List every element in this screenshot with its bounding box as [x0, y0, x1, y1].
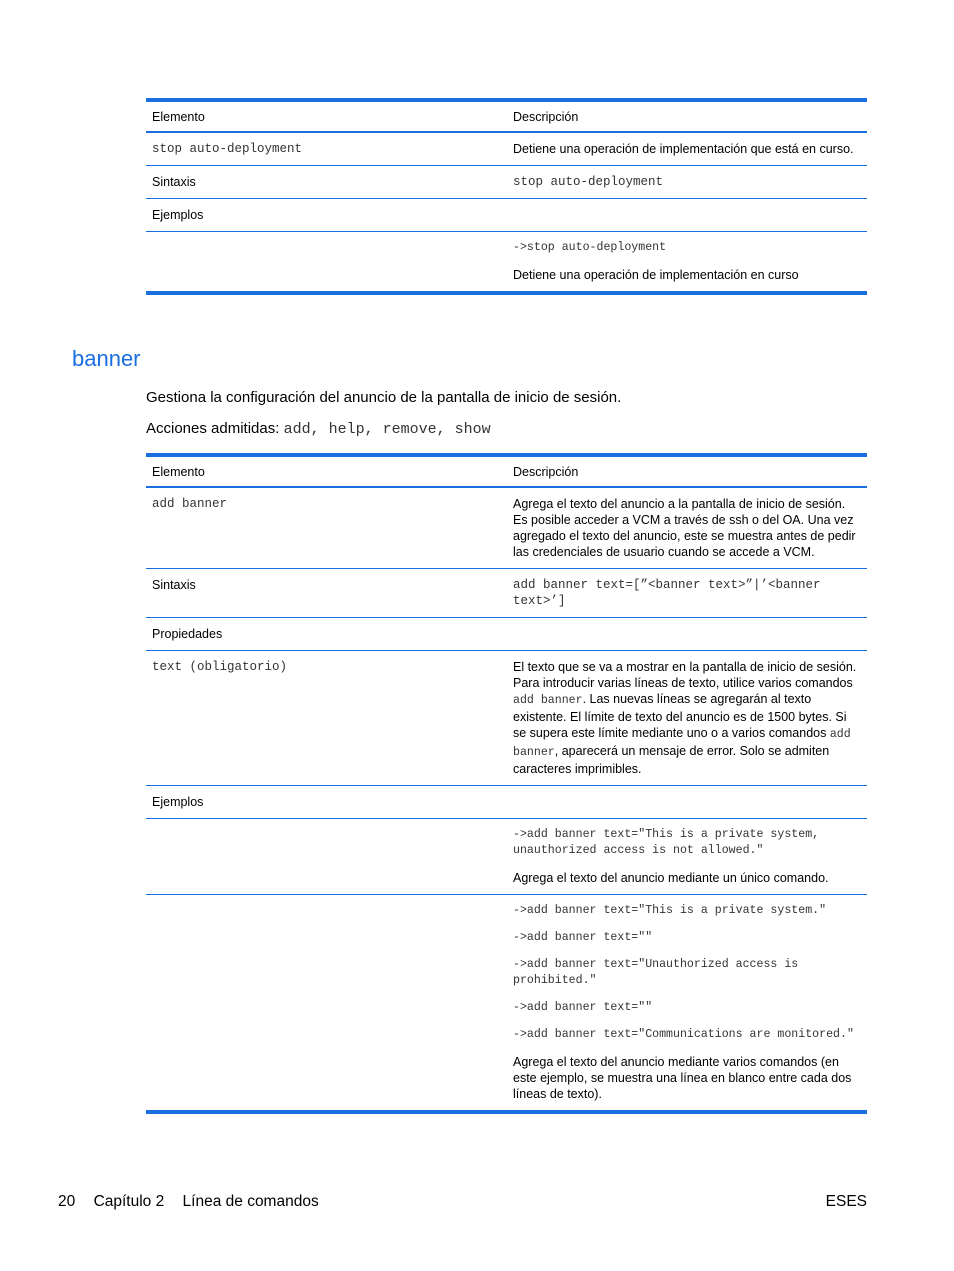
- example-code: ->add banner text="": [513, 1001, 653, 1014]
- property-desc-part-3: , aparecerá un mensaje de error. Solo se admiten caracteres imprimibles.: [513, 744, 830, 776]
- empty-cell: [146, 819, 507, 895]
- chapter-number: Capítulo 2: [93, 1193, 165, 1210]
- section-title: banner: [72, 346, 141, 371]
- page-footer: [58, 1193, 333, 1211]
- command-description: Detiene una operación de implementación que está en curso.: [507, 132, 867, 166]
- table-row: [146, 487, 867, 569]
- properties-label: Propiedades: [146, 618, 507, 651]
- example-description: Agrega el texto del anuncio mediante varios comandos (en este ejemplo, se muestra una línea en blanco entre cada dos líneas de texto).: [513, 1055, 852, 1101]
- empty-cell: [507, 618, 867, 651]
- table-row: [146, 618, 867, 651]
- syntax-value: add banner text=[”<banner text>”|’<banner text>’]: [507, 569, 867, 618]
- inline-code: add banner: [513, 728, 851, 759]
- empty-cell: [146, 895, 507, 1113]
- section-intro: Gestiona la configuración del anuncio de la pantalla de inicio de sesión.: [146, 389, 622, 406]
- column-header-element: Elemento: [146, 100, 507, 132]
- table-row: [146, 132, 867, 166]
- example-code: ->add banner text="Communications are monitored.": [513, 1028, 854, 1041]
- supported-actions: [146, 420, 491, 438]
- property-name: text (obligatorio): [146, 651, 507, 786]
- actions-list: add, help, remove, show: [283, 421, 491, 438]
- locale-code: ESES: [825, 1193, 867, 1210]
- add-banner-table: [146, 453, 867, 1114]
- table-row: [146, 819, 867, 895]
- example-code: ->add banner text="Unauthorized access is prohibited.": [513, 958, 799, 987]
- table-row: [146, 786, 867, 819]
- example-cell: [507, 895, 867, 1113]
- example-code: ->add banner text="This is a private system, unauthorized access is not allowed.": [513, 828, 820, 857]
- examples-label: Ejemplos: [146, 786, 507, 819]
- table-header-row: [146, 455, 867, 487]
- table-row: [146, 199, 867, 232]
- table-row: [146, 651, 867, 786]
- example-code: ->stop auto-deployment: [513, 241, 667, 254]
- page-number: 20: [58, 1193, 76, 1210]
- inline-code: add banner: [513, 694, 583, 707]
- actions-separator: :: [275, 420, 284, 437]
- property-description: [507, 651, 867, 786]
- table-header-row: [146, 100, 867, 132]
- property-desc-part-2: . Las nuevas líneas se agregarán al texto existente. El límite de texto del anuncio es de 1500 bytes. Si se supera este límite mediante uno o a varios comandos: [513, 692, 847, 740]
- examples-label: Ejemplos: [146, 199, 507, 232]
- empty-cell: [146, 232, 507, 294]
- column-header-description: Descripción: [507, 455, 867, 487]
- table-row: [146, 895, 867, 1113]
- example-cell: [507, 232, 867, 294]
- command-name: add banner: [146, 487, 507, 569]
- example-description: Agrega el texto del anuncio mediante un único comando.: [513, 871, 829, 885]
- command-description: Agrega el texto del anuncio a la pantalla de inicio de sesión. Es posible acceder a VCM a través de ssh o del OA. Una vez agregado el texto del anuncio, este se muestra antes de pedir las credenciales de usuario cuando se accede a VCM.: [507, 487, 867, 569]
- table-row: [146, 166, 867, 199]
- syntax-label: Sintaxis: [146, 166, 507, 199]
- column-header-description: Descripción: [507, 100, 867, 132]
- column-header-element: Elemento: [146, 455, 507, 487]
- actions-label: Acciones admitidas: [146, 420, 276, 437]
- command-name: stop auto-deployment: [146, 132, 507, 166]
- example-code: ->add banner text="": [513, 931, 653, 944]
- property-desc-part-1: El texto que se va a mostrar en la pantalla de inicio de sesión. Para introducir varias líneas de texto, utilice varios comandos: [513, 660, 857, 690]
- empty-cell: [507, 199, 867, 232]
- example-code: ->add banner text="This is a private system.": [513, 904, 827, 917]
- table-row: [146, 232, 867, 294]
- stop-auto-deployment-table: [146, 98, 867, 295]
- syntax-label: Sintaxis: [146, 569, 507, 618]
- example-description: Detiene una operación de implementación en curso: [513, 268, 799, 282]
- syntax-value: stop auto-deployment: [507, 166, 867, 199]
- example-cell: [507, 819, 867, 895]
- empty-cell: [507, 786, 867, 819]
- table-row: [146, 569, 867, 618]
- chapter-title: Línea de comandos: [182, 1193, 319, 1210]
